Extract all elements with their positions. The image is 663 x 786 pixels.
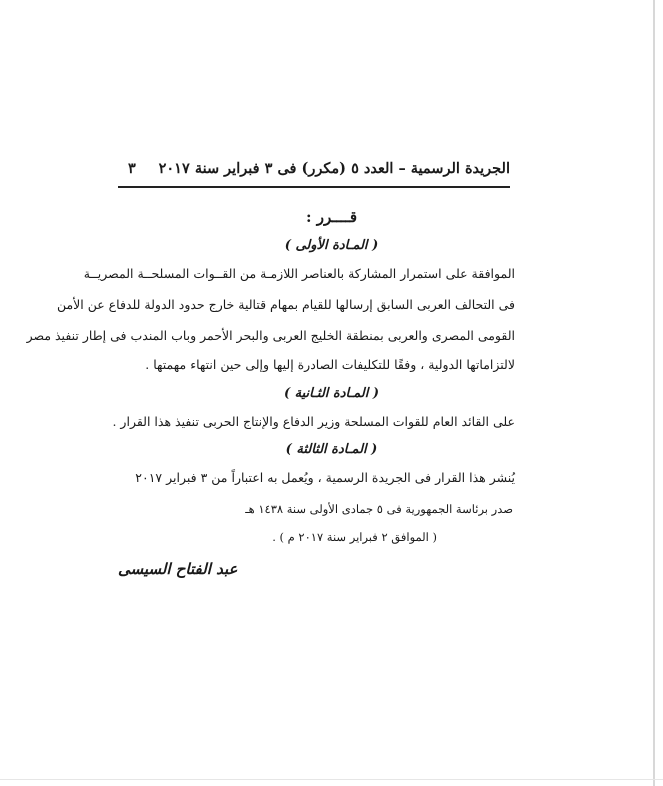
- article-1-heading: ( المـادة الأولى ): [284, 238, 379, 253]
- article-2-line-1: على القائد العام للقوات المسلحة وزير الدفاع والإنتاج الحربى تنفيذ هذا القرار .: [112, 414, 515, 429]
- article-1-line-2: فى التحالف العربى السابق إرسالها للقيام بمهام قتالية خارج حدود الدولة للدفاع عن الأمن: [56, 297, 515, 312]
- gazette-header-title: الجريدة الرسمية – العدد ٥ (مكرر) فى ٣ فبراير سنة ٢٠١٧: [158, 160, 510, 177]
- article-3-line-1: يُنشر هذا القرار فى الجريدة الرسمية ، ويُعمل به اعتباراً من ٣ فبراير ٢٠١٧: [135, 470, 515, 485]
- article-1-line-1: الموافقة على استمرار المشاركة بالعناصر اللازمـة من القــوات المسلحــة المصريــة: [83, 266, 515, 281]
- article-1-line-4: لالتزاماتها الدولية ، وفقًا للتكليفات الصادرة إليها وإلى حين انتهاء مهمتها .: [145, 357, 515, 372]
- article-3-heading: ( المـادة الثالثة ): [285, 442, 378, 457]
- issued-line-2: ( الموافق ٢ فبراير سنة ٢٠١٧ م ) .: [272, 530, 437, 544]
- page-edge-bottom: [0, 779, 663, 780]
- article-2-heading: ( المـادة الثـانية ): [283, 386, 380, 401]
- issued-line-1: صدر برئاسة الجمهورية فى ٥ جمادى الأولى سنة ١٤٣٨ هـ: [245, 502, 513, 516]
- header-rule: [118, 186, 510, 188]
- page-number: ٣: [128, 160, 136, 177]
- article-1-line-3: القومى المصرى والعربى بمنطقة الخليج العربى والبحر الأحمر وباب المندب فى إطار تنفيذ مصر: [26, 328, 515, 343]
- decree-label: قــــرر :: [305, 208, 358, 226]
- page-header: [120, 158, 510, 186]
- signature: عبد الفتاح السيسى: [118, 560, 238, 578]
